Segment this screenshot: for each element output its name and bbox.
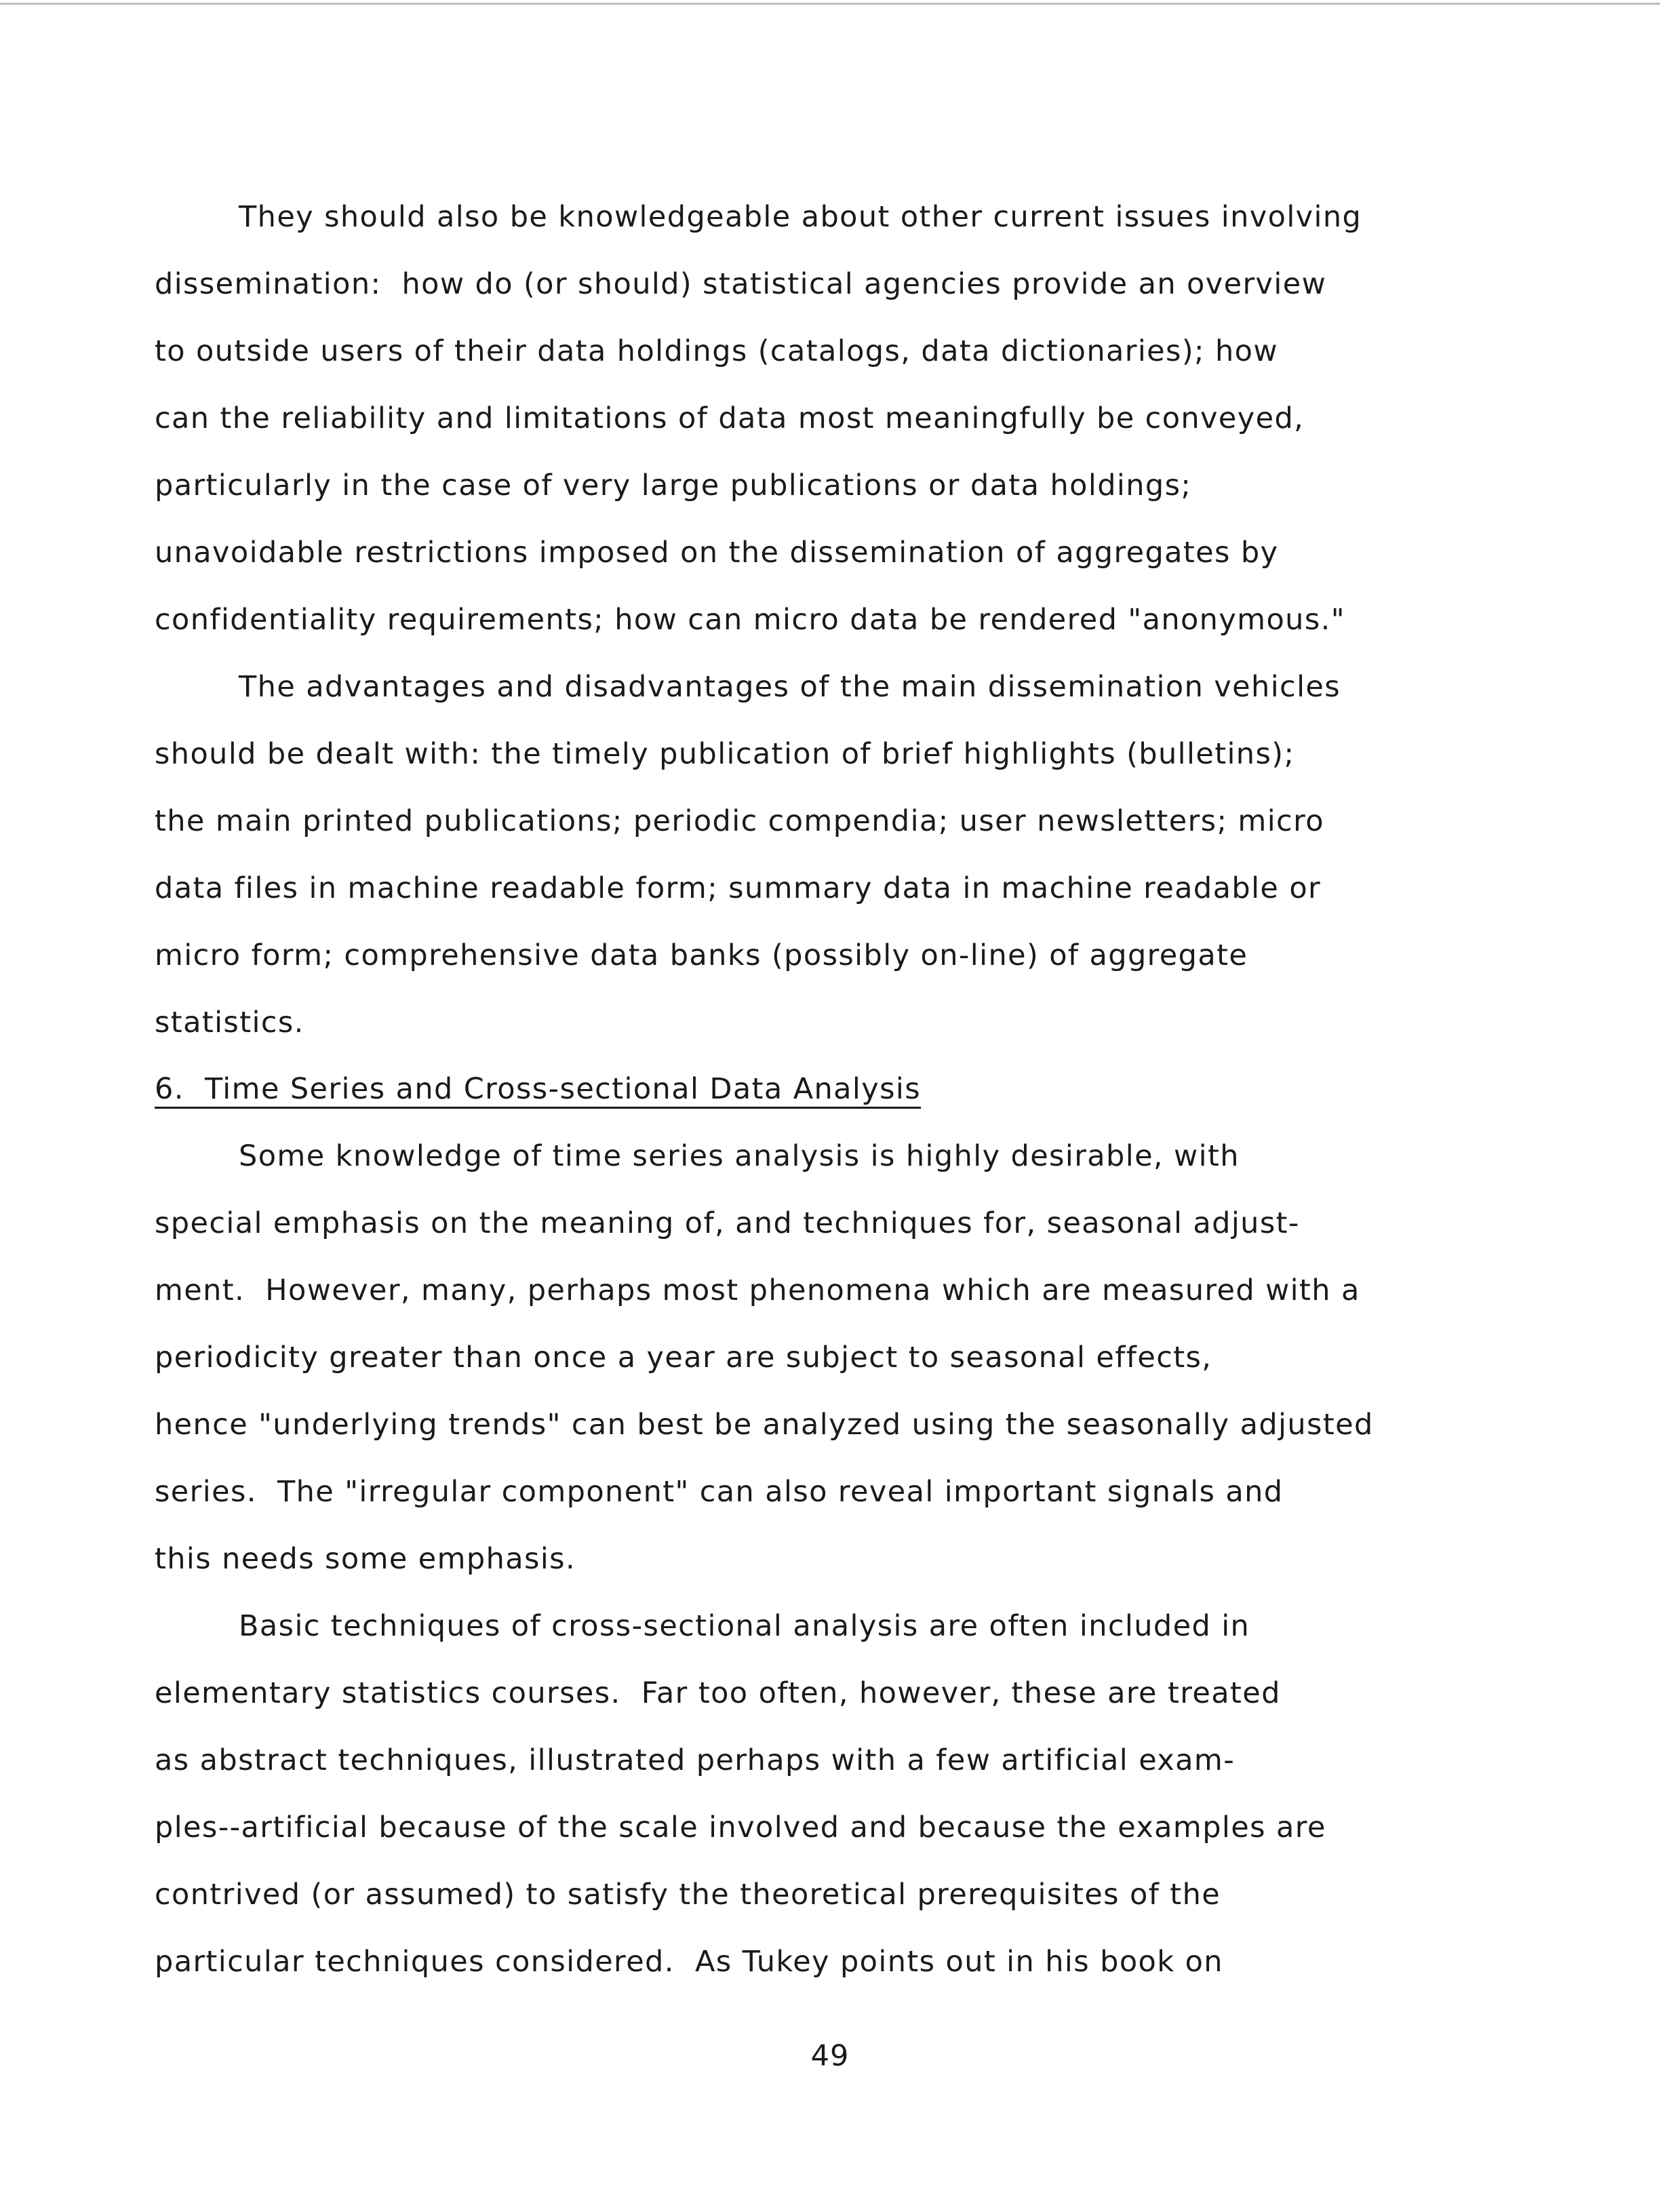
section-heading: 6. Time Series and Cross-sectional Data Analysis: [155, 1072, 922, 1106]
text-line: unavoidable restrictions imposed on the dissemination of aggregates by: [155, 536, 1279, 570]
text-line: series. The "irregular component" can also reveal important signals and: [155, 1475, 1284, 1509]
text-line: as abstract techniques, illustrated perhaps with a few artificial exam-: [155, 1743, 1236, 1777]
text-line: to outside users of their data holdings (catalogs, data dictionaries); how: [155, 334, 1278, 368]
text-line: ples--artificial because of the scale involved and because the examples are: [155, 1811, 1326, 1844]
text-line: special emphasis on the meaning of, and techniques for, seasonal adjust-: [155, 1206, 1300, 1240]
text-line: They should also be knowledgeable about other current issues involving: [239, 200, 1362, 234]
text-line: particular techniques considered. As Tukey points out in his book on: [155, 1945, 1223, 1979]
text-line: Basic techniques of cross-sectional analysis are often included in: [239, 1609, 1250, 1643]
text-line: elementary statistics courses. Far too often, however, these are treated: [155, 1676, 1281, 1710]
text-line: Some knowledge of time series analysis is highly desirable, with: [239, 1139, 1240, 1173]
text-line: periodicity greater than once a year are subject to seasonal effects,: [155, 1341, 1212, 1375]
text-line: statistics.: [155, 1006, 304, 1040]
page-number: 49: [810, 2039, 850, 2073]
text-line: should be dealt with: the timely publication of brief highlights (bulletins);: [155, 737, 1295, 771]
text-line: hence "underlying trends" can best be analyzed using the seasonally adjusted: [155, 1408, 1374, 1442]
text-line: data files in machine readable form; summary data in machine readable or: [155, 871, 1322, 905]
text-line: the main printed publications; periodic compendia; user newsletters; micro: [155, 804, 1324, 838]
text-line: ment. However, many, perhaps most phenomena which are measured with a: [155, 1273, 1360, 1307]
text-line: confidentiality requirements; how can micro data be rendered "anonymous.": [155, 603, 1345, 637]
text-line: dissemination: how do (or should) statistical agencies provide an overview: [155, 267, 1327, 301]
text-line: The advantages and disadvantages of the main dissemination vehicles: [239, 670, 1341, 704]
text-line: this needs some emphasis.: [155, 1542, 576, 1576]
text-line: micro form; comprehensive data banks (possibly on-line) of aggregate: [155, 939, 1248, 972]
text-line: contrived (or assumed) to satisfy the theoretical prerequisites of the: [155, 1878, 1221, 1912]
scan-top-edge: [0, 3, 1660, 5]
text-line: can the reliability and limitations of data most meaningfully be conveyed,: [155, 401, 1305, 435]
text-line: particularly in the case of very large publications or data holdings;: [155, 469, 1192, 502]
